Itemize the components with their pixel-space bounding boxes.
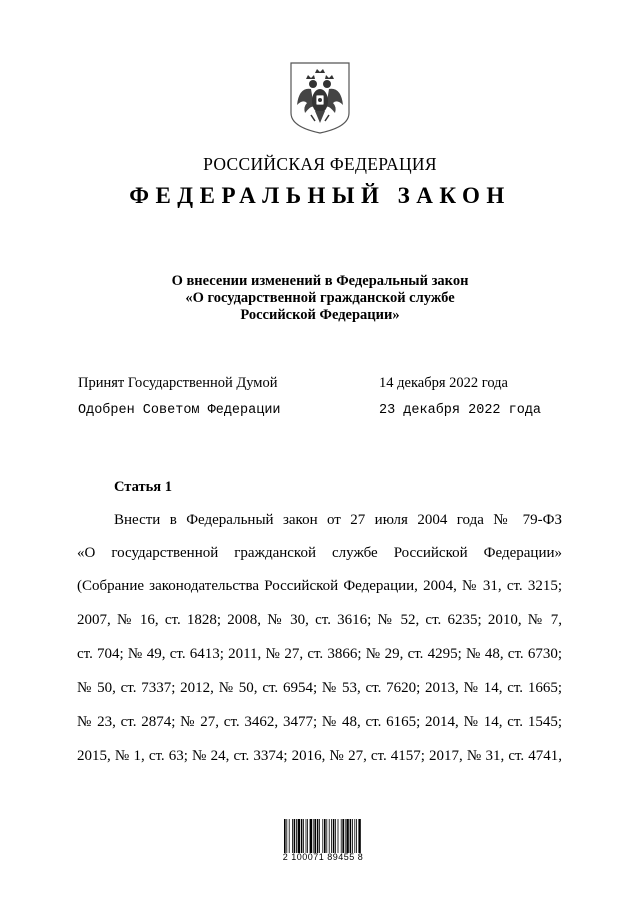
council-approval-label: Одобрен Советом Федерации — [78, 403, 281, 418]
council-approval-date: 23 декабря 2022 года — [379, 403, 542, 418]
barcode-bar — [341, 819, 342, 853]
barcode-bar — [354, 819, 355, 853]
barcode-bar — [303, 819, 304, 853]
law-type-heading: ФЕДЕРАЛЬНЫЙ ЗАКОН — [129, 183, 511, 208]
barcode-bar — [317, 819, 319, 853]
barcode-bar — [298, 819, 300, 853]
barcode-bar — [356, 819, 357, 853]
article-heading: Статья 1 — [114, 479, 172, 495]
barcode-bar — [345, 819, 346, 853]
duma-adoption-label: Принят Государственной Думой — [78, 375, 278, 391]
article-text-line: № 50, ст. 7337; 2012, № 50, ст. 6954; № 53, ст. 7620; 2013, № 14, ст. 1665; — [77, 680, 562, 696]
article-text-line: № 23, ст. 2874; № 27, ст. 3462, 3477; № 48, ст. 6165; 2014, № 14, ст. 1545; — [77, 714, 562, 730]
barcode-bar — [292, 819, 293, 853]
article-text-line: 2007, № 16, ст. 1828; 2008, № 30, ст. 3616; № 52, ст. 6235; 2010, № 7, — [77, 612, 562, 628]
law-title-line-3: Российской Федерации» — [240, 307, 400, 323]
barcode-bar — [358, 819, 360, 853]
barcode-bar — [301, 819, 303, 853]
article-text-line: 2015, № 1, ст. 63; № 24, ст. 3374; 2016, № 27, ст. 4157; 2017, № 31, ст. 4741, — [77, 748, 562, 764]
barcode-bar — [331, 819, 332, 853]
barcode-bar — [350, 819, 352, 853]
barcode-bar — [289, 819, 290, 853]
article-text-line: «О государственной гражданской службе Российской Федерации» — [77, 545, 562, 561]
coat-of-arms-icon — [289, 61, 351, 135]
country-name: РОССИЙСКАЯ ФЕДЕРАЦИЯ — [203, 154, 437, 174]
barcode-bar — [335, 819, 336, 853]
law-title-line-1: О внесении изменений в Федеральный закон — [171, 273, 469, 289]
barcode-bar — [306, 819, 307, 853]
barcode-bar — [342, 819, 344, 853]
barcode-bar — [324, 819, 326, 853]
barcode-bar — [310, 819, 312, 853]
barcode-bar — [294, 819, 296, 853]
barcode-bar — [296, 819, 297, 853]
barcode-bar — [319, 819, 320, 853]
barcode-bar — [329, 819, 330, 853]
barcode-bar — [313, 819, 314, 853]
duma-adoption-date: 14 декабря 2022 года — [379, 375, 508, 391]
article-text-line: Внести в Федеральный закон от 27 июля 2004 года № 79-ФЗ — [114, 512, 562, 528]
barcode-bar — [307, 819, 308, 853]
barcode-number: 2 100071 89455 8 — [282, 852, 364, 862]
barcode-bar — [284, 819, 286, 853]
article-text-line: ст. 704; № 49, ст. 6413; 2011, № 27, ст. 3866; № 29, ст. 4295; № 48, ст. 6730; — [77, 646, 562, 662]
article-text-line: (Собрание законодательства Российской Федерации, 2004, № 31, ст. 3215; — [77, 578, 562, 594]
law-title-line-2: «О государственной гражданской службе — [185, 290, 455, 306]
barcode-icon — [283, 819, 361, 853]
barcode-bar — [346, 819, 348, 853]
barcode-bar — [286, 819, 287, 853]
barcode-bar — [338, 819, 339, 853]
barcode-bar — [314, 819, 316, 853]
barcode-bar — [322, 819, 323, 853]
barcode-bar — [333, 819, 335, 853]
barcode-bar — [326, 819, 327, 853]
barcode-bar — [352, 819, 353, 853]
